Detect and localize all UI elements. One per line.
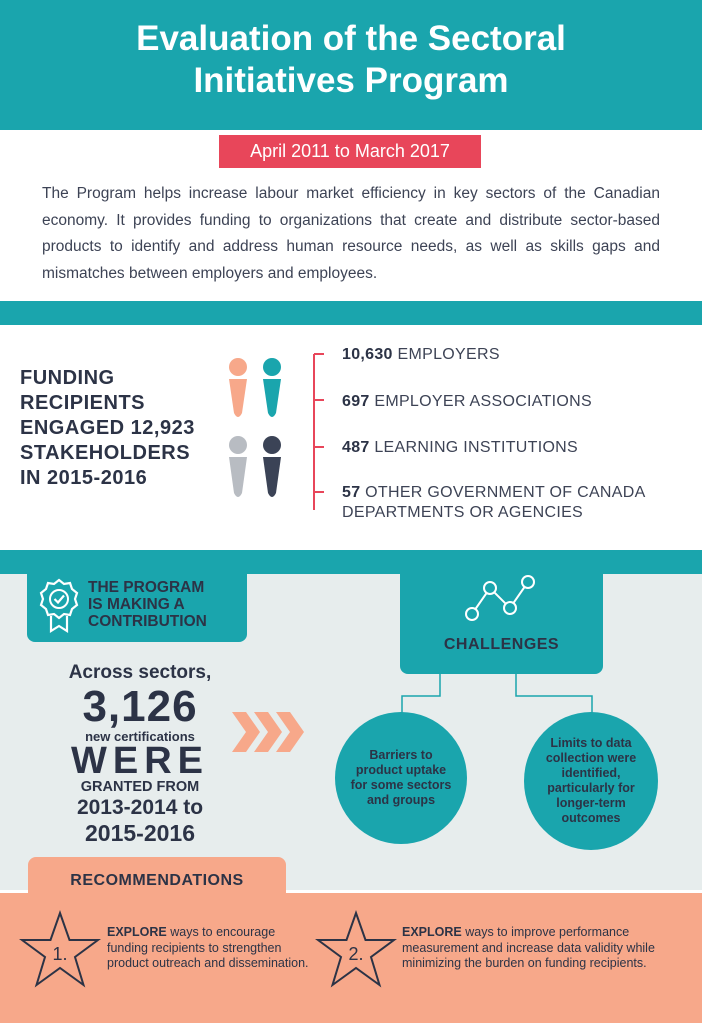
funding-heading-line: STAKEHOLDERS (20, 442, 191, 464)
recommendation-number: 2. (348, 944, 364, 964)
stat-learning-institutions (342, 438, 578, 458)
certs-line: new certifications (85, 729, 195, 744)
person-gray-icon (229, 436, 247, 497)
star-icon (315, 910, 397, 990)
certs-number: 3,126 (82, 682, 198, 731)
challenge-circle-1: Barriers to product uptake for some sectors and groups (335, 712, 467, 844)
intro-paragraph: The Program helps increase labour market efficiency in key sectors of the Canadian economy. It provides funding to organizations that create and distribute sector-based products to identify and address human resource needs, as well as skills gaps and mismatches between employers and employees. (42, 185, 660, 282)
stat-other-government (342, 483, 692, 523)
person-teal-icon (263, 358, 281, 417)
funding-heading-line: RECIPIENTS (20, 392, 146, 414)
recommendation-text: ways to encourage funding recipients to strengthen product outreach and dissemination. (107, 925, 309, 970)
stat-number: 57 (342, 484, 361, 501)
page-title (0, 18, 702, 102)
star-icon (19, 910, 101, 990)
recommendation-keyword: EXPLORE (107, 925, 167, 939)
funding-heading-line: ENGAGED 12,923 (20, 417, 195, 439)
certs-line: 2015-2016 (85, 820, 195, 846)
funding-heading-line: IN 2015-2016 (20, 467, 148, 489)
recommendation-number: 1. (52, 944, 68, 964)
certs-line: 2013-2014 to (76, 796, 204, 819)
challenge-circle-2: Limits to data collection were identified, particularly for longer-term outcomes (524, 712, 658, 850)
title-line-2: Initiatives Program (193, 61, 509, 100)
award-badge-icon (38, 577, 80, 633)
contribution-title-line: IS MAKING A (88, 596, 185, 613)
chevron-arrows-icon (228, 710, 308, 754)
contribution-title-line: THE PROGRAM (88, 579, 205, 596)
contribution-title (88, 579, 248, 630)
certs-were: WERE (71, 740, 209, 782)
stat-employer-associations (342, 392, 592, 412)
date-range-badge: April 2011 to March 2017 (219, 135, 481, 168)
recommendations-title: RECOMMENDATIONS (70, 872, 244, 889)
certs-line: GRANTED FROM (80, 779, 200, 795)
stat-label: LEARNING INSTITUTIONS (374, 439, 579, 456)
people-icon (222, 355, 288, 505)
funding-heading-line: FUNDING (20, 367, 115, 389)
person-navy-icon (263, 436, 281, 497)
recommendation-text: ways to improve performance measurement and increase data validity while minimizing the burden on funding recipients. (402, 925, 655, 970)
network-graph-icon (462, 574, 538, 626)
program-band (0, 550, 702, 574)
funding-heading (20, 366, 220, 491)
stat-label: EMPLOYERS (397, 346, 500, 363)
stat-number: 487 (342, 439, 370, 456)
certs-line: Across sectors, (68, 662, 212, 683)
recommendation-keyword: EXPLORE (402, 925, 462, 939)
challenges-title: CHALLENGES (443, 636, 560, 653)
stat-label: OTHER GOVERNMENT OF CANADA DEPARTMENTS OR AGENCIES (342, 484, 645, 521)
stats-bracket (313, 352, 325, 512)
stat-employers (342, 345, 500, 365)
certifications-block (30, 662, 250, 846)
stat-number: 697 (342, 393, 370, 410)
recommendation-2 (402, 925, 682, 972)
person-salmon-icon (229, 358, 247, 417)
stat-number: 10,630 (342, 346, 393, 363)
divider-band (0, 301, 702, 325)
recommendation-1 (107, 925, 312, 972)
stat-label: EMPLOYER ASSOCIATIONS (374, 393, 592, 410)
contribution-title-line: CONTRIBUTION (88, 613, 207, 630)
title-line-1: Evaluation of the Sectoral (136, 19, 566, 58)
